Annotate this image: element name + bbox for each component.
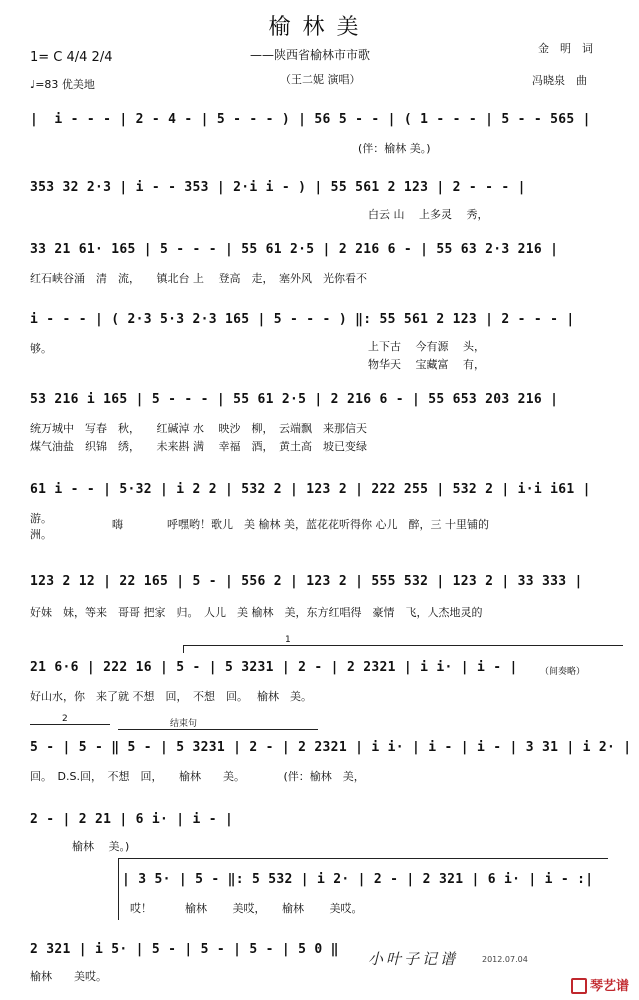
coda-bracket-left <box>118 858 119 920</box>
coda-bracket-top <box>118 858 608 859</box>
site-watermark <box>571 975 629 995</box>
lyric-line-4c: 物华天 宝藏富 有， <box>368 358 485 371</box>
lyric-line-11: 哎！ 榆林 美哎， 榆林 美哎。 <box>130 902 363 915</box>
interlude-note: （间奏略） <box>540 667 586 677</box>
lyric-line-7: 好妹 妹，等来 哥哥 把家 归。 人儿 美 榆林 美，东方红唱得 豪情 飞，人杰地灵的 <box>30 606 483 619</box>
key-signature: 1= C 4/4 2/4 <box>30 50 113 65</box>
score-line-5: 53 216 i 165 | 5 - - - | 55 61 2·5 | 2 216 6 - | 55 653 203 216 | <box>30 392 559 407</box>
volta-1-label: 1 <box>285 635 291 645</box>
lyric-line-12: 榆林 美哎。 <box>30 970 107 983</box>
song-subtitle: ——陕西省榆林市市歌 <box>250 48 371 62</box>
watermark-logo-icon <box>571 978 587 994</box>
lyricist-credit: 金 明 词 <box>538 42 593 55</box>
score-line-6: 61 i - - | 5·32 | i 2 2 | 532 2 | 123 2 | 222 255 | 532 2 | i·i i61 | <box>30 482 591 497</box>
lyric-line-3: 红石峡谷涌 清 流， 镇北台 上 登高 走， 塞外风 光你看不 <box>30 272 367 285</box>
score-line-1: | i - - - | 2 - 4 - | 5 - - - ) | 56 5 - - | ( 1 - - - | 5 - - 565 | <box>30 112 591 127</box>
transcriber-signature: 小叶子记谱 <box>368 950 459 968</box>
lyric-line-4b: 上下古 今有源 头， <box>368 340 485 353</box>
lyric-line-6c: 嗨 呼嘿哟！歌儿 美 榆林 美，蓝花花听得你 心儿 醉，三 十里铺的 <box>112 518 489 531</box>
coda-bracket <box>118 729 318 730</box>
volta-bracket-1-left <box>183 645 184 653</box>
lyric-line-9: 回。 D.S.回， 不想 回， 榆林 美。 (伴：榆林 美， <box>30 770 365 783</box>
score-line-11: | 3 5· | 5 - ‖: 5 532 | i 2· | 2 - | 2 321 | 6 i· | i - :| <box>122 872 594 887</box>
score-line-2: 353 32 2·3 | i - - 353 | 2·i i - ) | 55 561 2 123 | 2 - - - | <box>30 180 526 195</box>
coda-label: 结束句 <box>170 719 198 729</box>
score-line-10: 2 - | 2 21 | 6 i· | i - | <box>30 812 234 827</box>
score-line-8: 21 6·6 | 222 16 | 5 - | 5 3231 | 2 - | 2 2321 | i i· | i - | <box>30 660 518 675</box>
score-line-4: i - - - | ( 2·3 5·3 2·3 165 | 5 - - - ) ‖: 55 561 2 123 | 2 - - - | <box>30 312 575 327</box>
lyric-line-6a: 游。 <box>30 512 52 525</box>
score-line-9: 5 - | 5 - ‖ 5 - | 5 3231 | 2 - | 2 2321 | i i· | i - | i - | 3 31 | i 2· | <box>30 740 632 755</box>
score-line-7: 123 2 12 | 22 165 | 5 - | 556 2 | 123 2 | 555 532 | 123 2 | 33 333 | <box>30 574 583 589</box>
tempo-marking: ♩=83 优美地 <box>30 78 95 91</box>
song-title: 榆林美 <box>268 15 371 40</box>
composer-credit: 冯晓泉 曲 <box>532 74 587 87</box>
lyric-line-4a: 够。 <box>30 342 52 355</box>
lyric-line-6b: 洲。 <box>30 528 52 541</box>
watermark-text: 琴艺谱 <box>589 978 629 994</box>
volta-bracket-2 <box>30 724 110 725</box>
score-line-3: 33 21 61· 165 | 5 - - - | 55 61 2·5 | 2 216 6 - | 55 63 2·3 216 | <box>30 242 559 257</box>
lyric-line-10: 榆林 美。) <box>72 840 130 853</box>
transcription-date: 2012.07.04 <box>482 955 528 964</box>
singer-credit: （王二妮 演唱） <box>280 73 361 86</box>
lyric-line-5b: 煤气油盐 织锦 绣， 未来斟 满 幸福 酒， 黄土高 坡已变绿 <box>30 440 367 453</box>
volta-bracket-1 <box>183 645 623 646</box>
lyric-line-1: (伴：榆林 美。) <box>358 142 431 155</box>
lyric-line-5a: 统万城中 写春 秋， 红碱淖 水 映沙 柳， 云端飘 来那信天 <box>30 422 367 435</box>
volta-2-label: 2 <box>62 714 68 724</box>
lyric-line-8: 好山水，你 来了就 不想 回， 不想 回。 榆林 美。 <box>30 690 312 703</box>
lyric-line-2: 白云 山 上多灵 秀， <box>368 208 489 221</box>
score-line-12: 2 321 | i 5· | 5 - | 5 - | 5 - | 5 0 ‖ <box>30 942 339 957</box>
